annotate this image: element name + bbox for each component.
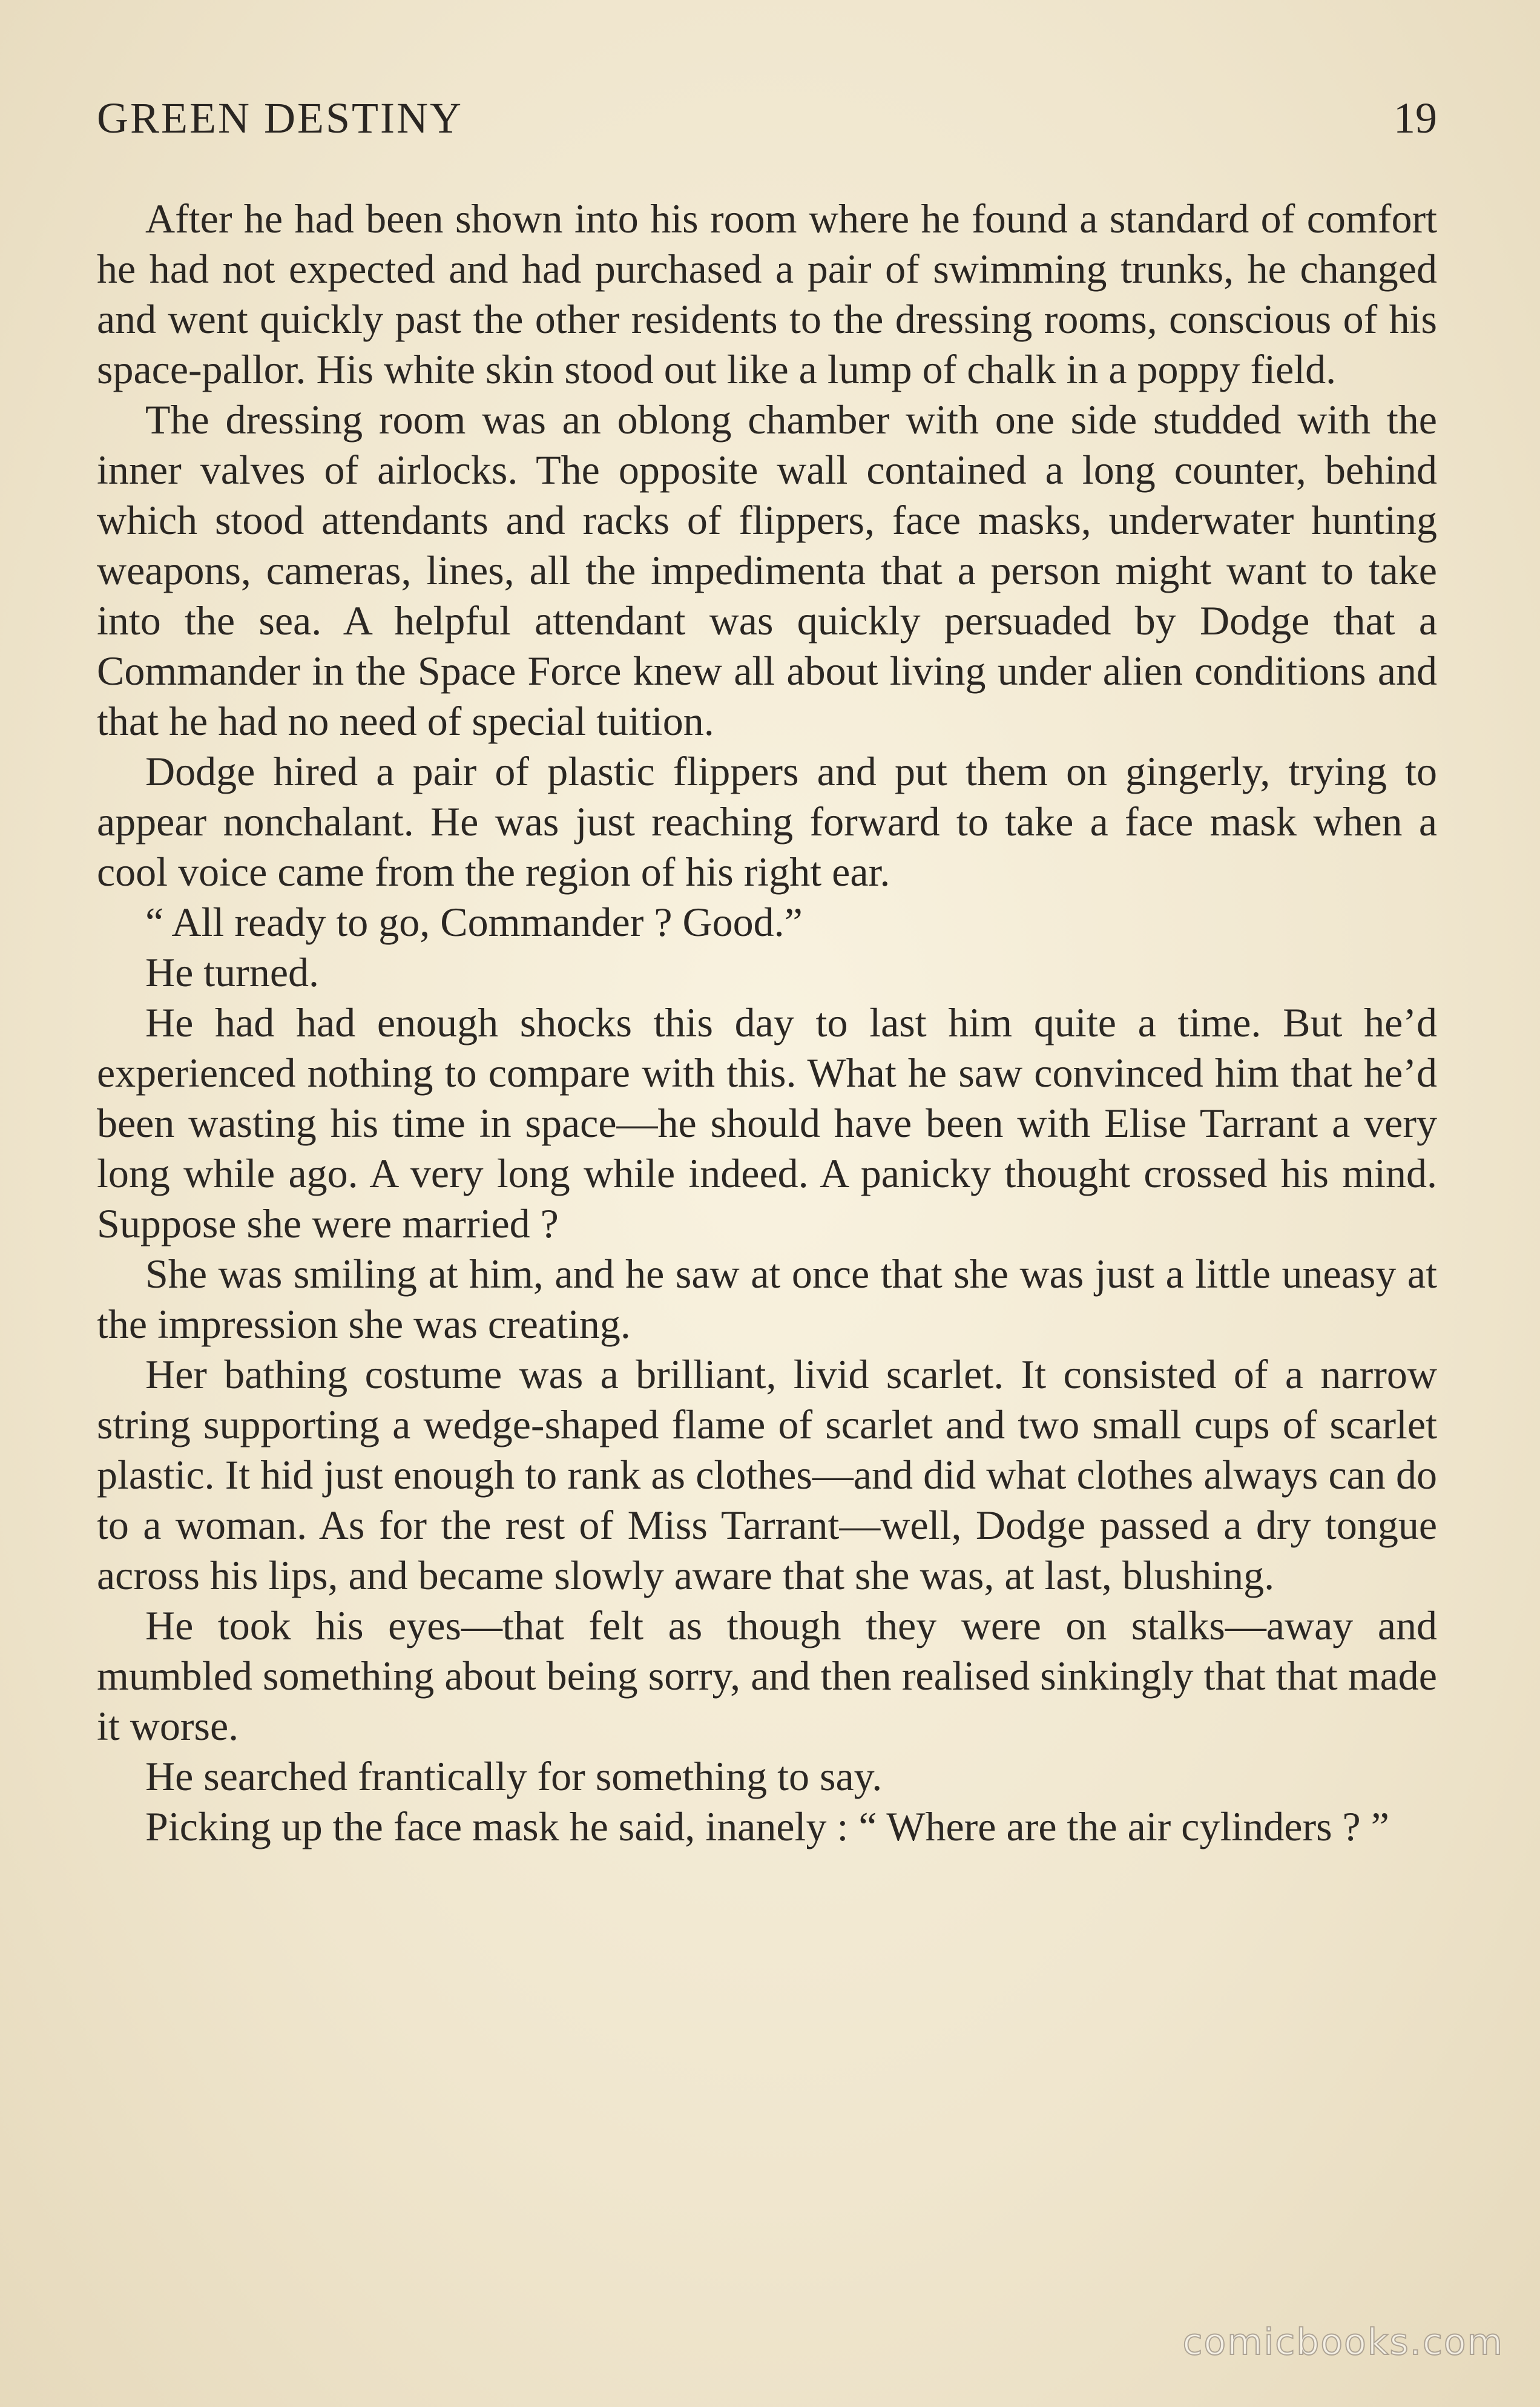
paragraph: He took his eyes—that felt as though they were on stalks—away and mumbled something about being sorry, and then realised sinkingly that that made it worse.	[97, 1602, 1437, 1749]
paragraph: Picking up the face mask he said, inanely : “ Where are the air cylinders ? ”	[145, 1803, 1389, 1849]
paragraph: He searched frantically for something to say.	[145, 1753, 883, 1799]
paragraph: Dodge hired a pair of plastic flippers and put them on gingerly, trying to appear nonchalant. He was just reaching forward to take a face mask when a cool voice came from the region of his right ear.	[97, 748, 1437, 895]
watermark: comicbooks.com	[1182, 2321, 1504, 2363]
running-head	[97, 85, 1437, 151]
page-number: 19	[1394, 94, 1437, 142]
paragraph: She was smiling at him, and he saw at once that she was just a little uneasy at the impression she was creating.	[97, 1251, 1437, 1347]
paragraph: “ All ready to go, Commander ? Good.”	[145, 899, 803, 945]
body-text	[97, 194, 1437, 1852]
paragraph: Her bathing costume was a brilliant, livid scarlet. It consisted of a narrow string supporting a wedge-shaped flame of scarlet and two small cups of scarlet plastic. It hid just enough to rank as clothes—and did what clothes always can do to a woman. As for the rest of Miss Tarrant—well, Dodge passed a dry tongue across his lips, and became slowly aware that she was, at last, blushing.	[97, 1351, 1437, 1598]
paragraph: The dressing room was an oblong chamber with one side studded with the inner valves of airlocks. The opposite wall contained a long counter, behind which stood attendants and racks of flippers, face masks, underwater hunting weapons, cameras, lines, all the impedimenta that a person might want to take into the sea. A helpful attendant was quickly persuaded by Dodge that a Commander in the Space Force knew all about living under alien conditions and that he had no need of special tuition.	[97, 397, 1437, 744]
paragraph: He had had enough shocks this day to last him quite a time. But he’d experienced nothing to compare with this. What he saw convinced him that he’d been wasting his time in space—he should have been with Elise Tarrant a very long while ago. A very long while indeed. A panicky thought crossed his mind. Suppose she were married ?	[97, 999, 1437, 1246]
running-title: GREEN DESTINY	[97, 94, 463, 142]
paragraph: He turned.	[145, 949, 320, 995]
paragraph: After he had been shown into his room where he found a standard of comfort he had not expected and had purchased a pair of swimming trunks, he changed and went quickly past the other residents to the dressing rooms, conscious of his space-pallor. His white skin stood out like a lump of chalk in a poppy field.	[97, 196, 1437, 392]
